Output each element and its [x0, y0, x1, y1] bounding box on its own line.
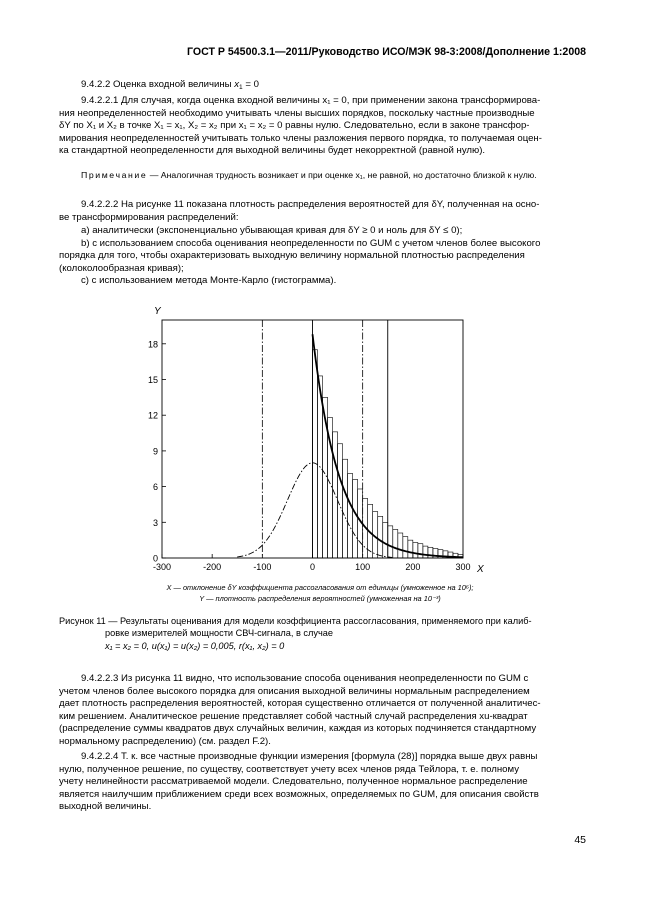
histogram-bar: [393, 529, 398, 558]
text-line: нормальному распределению) (см. раздел F.2).: [59, 735, 271, 747]
histogram-bar: [348, 474, 353, 558]
x-tick-label: -200: [203, 562, 222, 572]
text-line: мирования неопределенностей учитывать только члены разложения первого порядка, то получаемая оцен-: [59, 132, 542, 144]
legend-line-y: Y — плотность распределения вероятностей (умноженная на 10⁻³): [199, 594, 441, 603]
caption-line: ровке измерителей мощности СВЧ-сигнала, в случае: [105, 628, 333, 639]
list-item-a: a) аналитически (экспоненциально убывающая кривая для δY ≥ 0 и ноль для δY ≤ 0);: [81, 225, 463, 236]
text-line: нулю, полученное решение, по существу, соответствует учету всех членов ряда Тейлора, т. е. полному: [59, 763, 520, 775]
text-line: 9.4.2.2.1 Для случая, когда оценка входной величины x₁ = 0, при применении закона трансформирова-: [81, 95, 541, 106]
y-tick-label: 18: [147, 339, 158, 350]
histogram-bar: [388, 526, 393, 558]
text-line: ве трансформирования распределений:: [59, 211, 239, 223]
x-axis-label: X: [477, 564, 484, 575]
x-tick-label: 300: [455, 562, 471, 572]
text-line: ким решением. Аналитическое решение представляет собой частный случай распределения xu-квадрат: [59, 710, 528, 722]
caption-line: Рисунок 11 — Результаты оценивания для модели коэффициента рассогласования, применяемого при калиб-: [59, 616, 532, 626]
histogram-bar: [413, 543, 418, 558]
histogram-bar: [343, 459, 348, 558]
figure-caption: [59, 615, 593, 652]
y-tick-label: 9: [152, 446, 158, 457]
y-tick-label: 6: [152, 482, 158, 493]
histogram-bar: [378, 516, 383, 558]
legend-line-x: X — отклонение δY коэффициента рассогласования от единицы (умноженное на 10⁶);: [166, 583, 474, 592]
histogram-bar: [418, 544, 423, 558]
y-tick-label: 0: [152, 553, 158, 564]
paragraph-9-4-2-2-2: [59, 199, 593, 224]
paragraph-9-4-2-2-1: [59, 95, 593, 158]
figure-11-chart: [120, 300, 520, 610]
list-item-b: b) с использованием способа оценивания неопределенности по GUM с учетом членов более высокого: [81, 237, 541, 249]
histogram-bar: [403, 537, 408, 558]
y-axis-label: Y: [154, 306, 161, 317]
x-tick-label: 100: [355, 562, 371, 572]
text-line: 9.4.2.2.2 На рисунке 11 показана плотность распределения вероятностей для δY, полученная на осно-: [81, 199, 540, 210]
note-label: Примечание: [81, 170, 148, 180]
x-tick-label: -300: [152, 562, 172, 572]
text-line: ка стандартной неопределенности для выходной величины будет некорректной (равной нулю).: [59, 145, 486, 157]
text-line: выходной величины.: [59, 801, 152, 813]
method-list: [59, 225, 593, 288]
section-9-4-2-2-heading: 9.4.2.2 Оценка входной величины $x_1 = 0$: [81, 79, 259, 91]
normal-curve: [237, 463, 392, 558]
list-item-c: c) с использованием метода Монте-Карло (гистограмма).: [81, 275, 337, 287]
histogram-bar: [333, 432, 338, 558]
text-line: учетом членов более высокого порядка для описания выходной величины нормальным распределением: [59, 685, 530, 697]
list-item-b-cont: (колоколообразная кривая);: [59, 262, 184, 274]
histogram-bar: [423, 546, 428, 558]
x-tick-label: 200: [405, 562, 421, 572]
text-line: является наилучшим приближением среди всех возможных, определяемых по GUM, для описания свойств: [59, 788, 539, 800]
y-tick-label: 15: [147, 375, 158, 385]
histogram-bar: [398, 533, 403, 558]
text-line: ния неопределенностей необходимо учитывать члены высших порядков, поскольку частные производные: [59, 107, 535, 119]
histogram-bar: [353, 479, 358, 558]
histogram-bar: [313, 350, 318, 558]
y-tick-label: 12: [147, 410, 158, 421]
x-tick-label: 0: [309, 562, 316, 572]
histogram-bar: [383, 522, 388, 558]
text-line: 9.4.2.2.4 Т. к. все частные производные функции измерения [формула (28)] порядка выше двух равны: [81, 751, 538, 762]
histogram-bar: [408, 540, 413, 558]
running-header: ГОСТ Р 54500.3.1—2011/Руководство ИСО/МЭК 98-3:2008/Дополнение 1:2008: [186, 46, 586, 58]
text-line: дает плотность распределения вероятностей, которая существенно отличается от полученной аналитичес-: [59, 698, 541, 710]
note-text: — Аналогичная трудность возникает и при оценке x₁, не равной, но достаточно близкой к нулю.: [147, 170, 537, 180]
list-item-b-cont: порядка для того, чтобы охарактеризовать выходную величину нормальной плотностью распределения: [59, 250, 525, 262]
x-tick-label: -100: [253, 562, 272, 572]
text-line: учету нелинейности рассматриваемой модели. Следовательно, полученное нормальное распределение: [59, 776, 528, 788]
caption-line: x₁ = x₂ = 0, u(x₁) = u(x₂) = 0,005, r(x₁, x₂) = 0: [105, 640, 285, 651]
paragraph-9-4-2-2-4: [59, 751, 593, 814]
note: [59, 169, 593, 181]
paragraph-9-4-2-2-3: [59, 673, 593, 749]
page-number: 45: [574, 834, 586, 846]
text-line: δY по X₁ и X₂ в точке X₁ = x₁, X₂ = x₂ при x₁ = x₂ = 0 равны нулю. Следовательно, если в законе трансфор-: [59, 120, 530, 132]
y-tick-label: 3: [152, 517, 158, 528]
text-line: 9.4.2.2.3 Из рисунка 11 видно, что использование способа оценивания неопределенности по GUM с: [81, 673, 529, 684]
text-line: (распределение суммы квадратов двух случайных величин, каждая из которых подчиняется стандартному: [59, 723, 537, 735]
